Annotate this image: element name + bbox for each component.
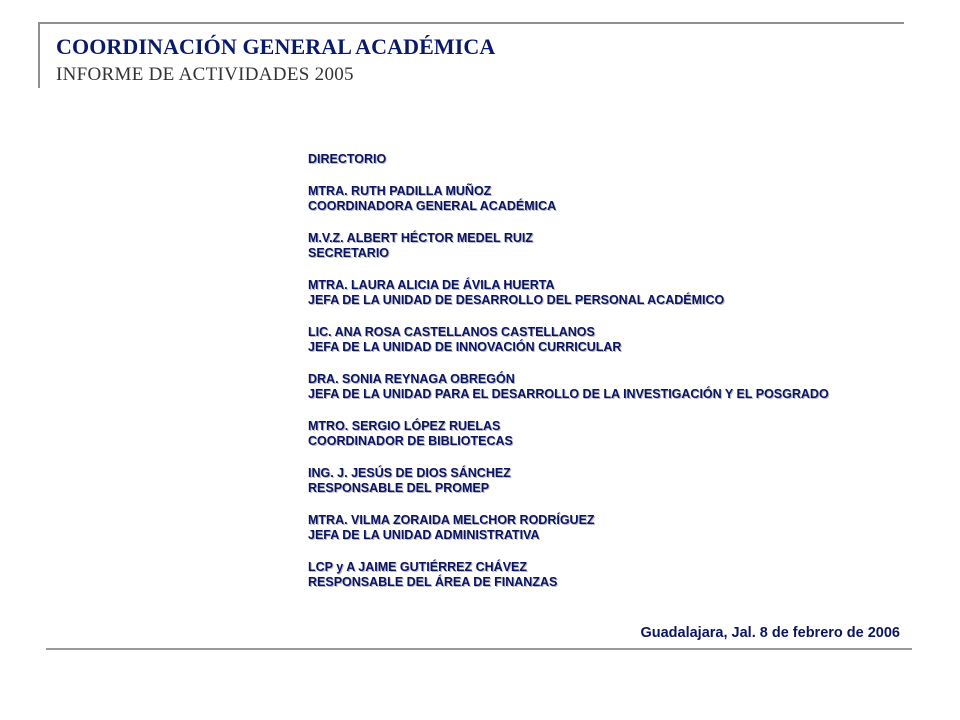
- page-subtitle: INFORME DE ACTIVIDADES 2005: [56, 64, 354, 85]
- directory-heading: DIRECTORIO: [308, 152, 387, 166]
- directory-entry-role: SECRETARIO: [308, 246, 390, 260]
- directory-entry-role: JEFA DE LA UNIDAD DE DESARROLLO DEL PERSONAL ACADÉMICO: [308, 293, 725, 307]
- directory-block: [308, 152, 908, 591]
- directory-entry-name: M.V.Z. ALBERT HÉCTOR MEDEL RUIZ: [308, 230, 534, 245]
- directory-entry-role: JEFA DE LA UNIDAD ADMINISTRATIVA: [308, 528, 540, 542]
- directory-entry-role: RESPONSABLE DEL ÁREA DE FINANZAS: [308, 575, 558, 589]
- directory-entry-name: MTRO. SERGIO LÓPEZ RUELAS: [308, 418, 501, 433]
- top-rule: [38, 22, 904, 24]
- directory-entry-name: DRA. SONIA REYNAGA OBREGÓN: [308, 371, 515, 386]
- directory-entry-name: MTRA. LAURA ALICIA DE ÁVILA HUERTA: [308, 277, 555, 292]
- directory-entry-name: MTRA. VILMA ZORAIDA MELCHOR RODRÍGUEZ: [308, 512, 595, 527]
- directory-entry-role: COORDINADORA GENERAL ACADÉMICA: [308, 199, 557, 213]
- directory-entry-name: LCP y A JAIME GUTIÉRREZ CHÁVEZ: [308, 559, 528, 574]
- directory-entry-name: MTRA. RUTH PADILLA MUÑOZ: [308, 183, 492, 198]
- page-title: COORDINACIÓN GENERAL ACADÉMICA: [56, 34, 496, 59]
- directory-entry-role: RESPONSABLE DEL PROMEP: [308, 481, 490, 495]
- left-rule: [38, 22, 40, 88]
- bottom-rule: [46, 648, 912, 650]
- directory-entry-name: ING. J. JESÚS DE DIOS SÁNCHEZ: [308, 465, 511, 480]
- directory-entry-name: LIC. ANA ROSA CASTELLANOS CASTELLANOS: [308, 324, 595, 339]
- place-date: Guadalajara, Jal. 8 de febrero de 2006: [640, 625, 900, 641]
- directory-entry-role: JEFA DE LA UNIDAD PARA EL DESARROLLO DE LA INVESTIGACIÓN Y EL POSGRADO: [308, 387, 829, 401]
- directory-entry-role: JEFA DE LA UNIDAD DE INNOVACIÓN CURRICULAR: [308, 340, 622, 354]
- directory-entry-role: COORDINADOR DE BIBLIOTECAS: [308, 434, 513, 448]
